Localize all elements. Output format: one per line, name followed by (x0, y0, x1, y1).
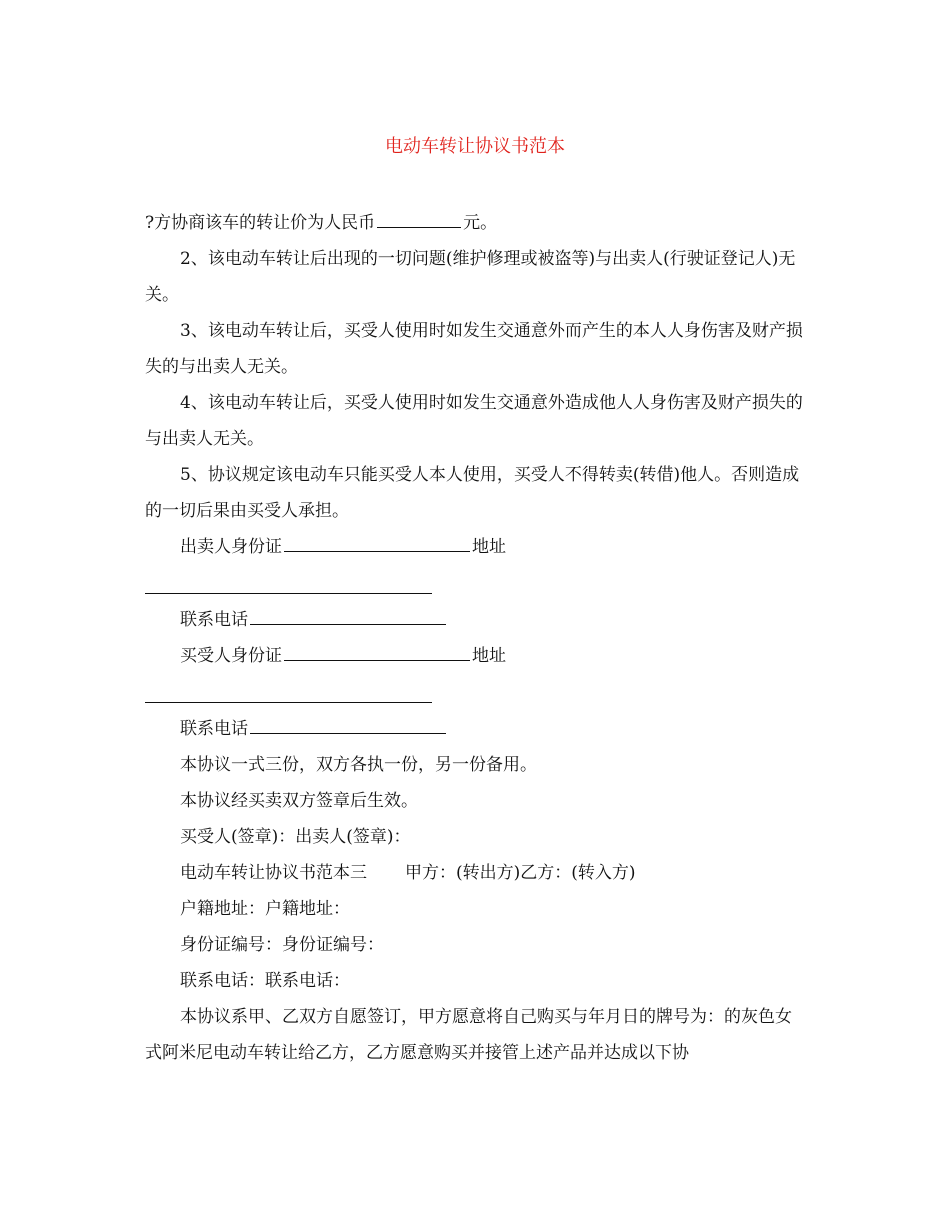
seller-phone-label: 联系电话 (180, 610, 248, 630)
seller-phone-line (145, 602, 805, 638)
buyer-phone-blank[interactable] (250, 713, 446, 734)
clause-5: 5、协议规定该电动车只能买受人本人使用，买受人不得转卖(转借)他人。否则造成的一切后果由买受人承担。 (145, 465, 800, 521)
idno-line: 身份证编号：身份证编号： (180, 935, 384, 955)
buyer-id-blank[interactable] (284, 640, 470, 661)
clause-4: 4、该电动车转让后，买受人使用时如发生交通意外造成他人人身伤害及财产损失的与出卖人无关。 (145, 393, 803, 449)
copies-line: 本协议一式三份，双方各执一份，另一份备用。 (180, 755, 537, 775)
seller-phone-blank[interactable] (250, 604, 446, 625)
household-line: 户籍地址：户籍地址： (180, 899, 350, 919)
document-title: 电动车转让协议书范本 (385, 136, 565, 157)
effective-line: 本协议经买卖双方签章后生效。 (180, 791, 418, 811)
seller-address-label: 地址 (472, 537, 506, 557)
seller-id-line (145, 529, 805, 565)
buyer-phone-label: 联系电话 (180, 719, 248, 739)
clause-2: 2、该电动车转让后出现的一切问题(维护修理或被盗等)与出卖人(行驶证登记人)无关。 (145, 249, 796, 305)
contact-line: 联系电话：联系电话： (180, 971, 350, 991)
buyer-address-label: 地址 (472, 646, 506, 666)
buyer-id-label: 买受人身份证 (180, 646, 282, 666)
clause-3: 3、该电动车转让后，买受人使用时如发生交通意外而产生的本人人身伤害及财产损失的与出卖人无关。 (145, 321, 803, 377)
buyer-id-line (145, 638, 805, 674)
parties-label: 甲方：(转出方)乙方：(转入方) (405, 863, 636, 883)
seller-id-label: 出卖人身份证 (180, 537, 282, 557)
seller-id-blank[interactable] (284, 531, 470, 552)
sample3-line (145, 855, 805, 891)
sample3-title: 电动车转让协议书范本三 (180, 863, 367, 883)
buyer-address-blank[interactable] (145, 701, 432, 703)
price-blank[interactable] (377, 207, 461, 228)
price-line (145, 205, 805, 241)
price-unit: 元。 (463, 213, 498, 233)
document-body (145, 205, 805, 1071)
signatures-line: 买受人(签章)：出卖人(签章)： (180, 827, 411, 847)
seller-address-blank[interactable] (145, 592, 432, 594)
buyer-phone-line (145, 711, 805, 747)
price-text: ?方协商该车的转让价为人民币 (145, 213, 376, 233)
intro-paragraph: 本协议系甲、乙双方自愿签订，甲方愿意将自己购买与年月日的牌号为：的灰色女式阿米尼电动车转让给乙方，乙方愿意购买并接管上述产品并达成以下协 (145, 1007, 792, 1063)
